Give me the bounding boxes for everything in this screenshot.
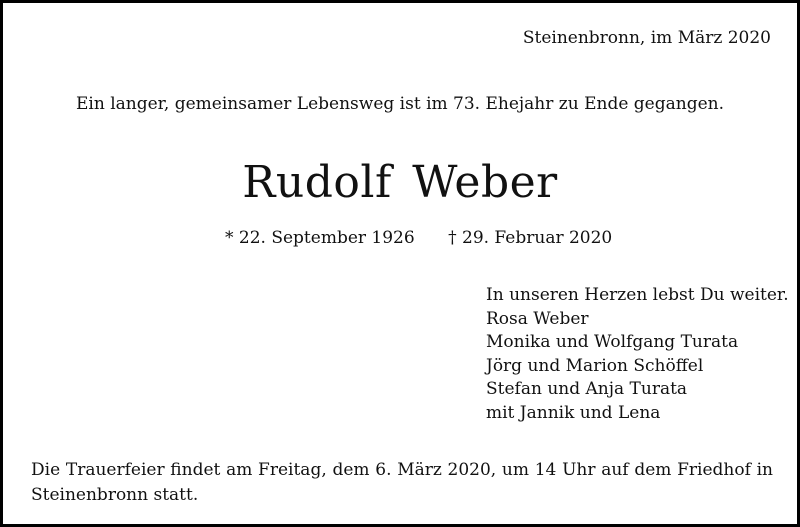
mourner-name: Rosa Weber	[486, 308, 589, 329]
birth-date: * 22. September 1926	[225, 228, 415, 248]
place-date: Steinenbronn, im März 2020	[522, 28, 771, 48]
mourner-name: Monika und Wolfgang Turata	[486, 332, 739, 352]
mourner-name: Stefan und Anja Turata	[486, 379, 688, 399]
funeral-notice: Die Trauerfeier findet am Freitag, dem 6. März 2020, um 14 Uhr auf dem Friedhof in Steinenbronn statt.	[31, 460, 773, 505]
motto: In unseren Herzen lebst Du weiter.	[486, 285, 789, 305]
life-dates	[225, 227, 612, 249]
deceased-name: Rudolf Weber	[242, 157, 558, 208]
mourners-block	[486, 284, 789, 425]
mourner-name: mit Jannik und Lena	[486, 402, 661, 423]
death-date: † 29. Februar 2020	[448, 228, 613, 248]
intro-text: Ein langer, gemeinsamer Lebensweg ist im 73. Ehejahr zu Ende gegangen.	[76, 94, 724, 114]
mourner-name: Jörg und Marion Schöffel	[486, 355, 704, 376]
